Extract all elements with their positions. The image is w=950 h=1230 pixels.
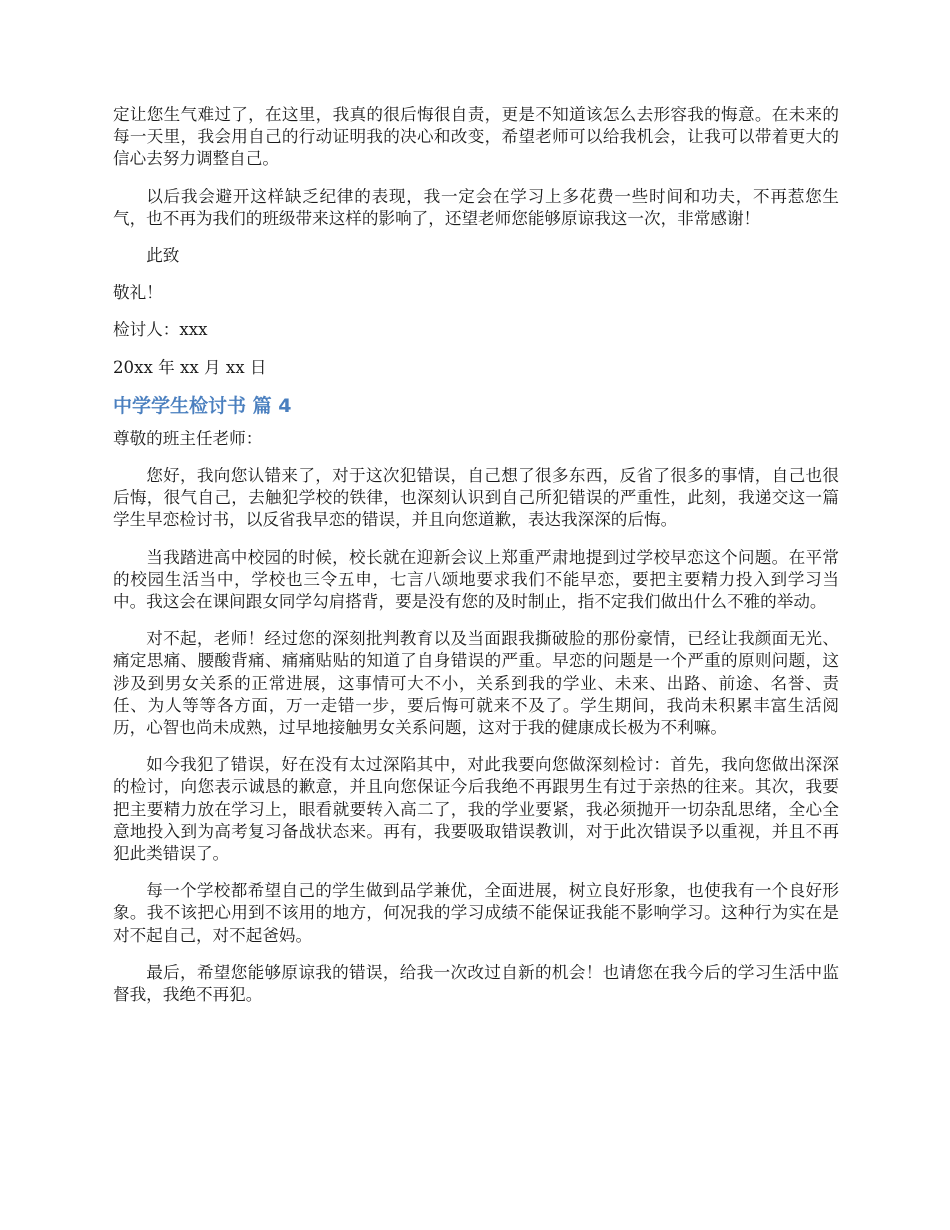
closing-respect: 敬礼！	[113, 283, 163, 303]
body-paragraph: 每一个学校都希望自己的学生做到品学兼优，全面进展，树立良好形象，也使我有一个良好形象。我不该把心用到不该用的地方，何况我的学习成绩不能保证我能不影响学习。这种行为实在是对不起自己，对不起爸妈。	[113, 881, 839, 945]
body-paragraph: 最后，希望您能够原谅我的错误，给我一次改过自新的机会！也请您在我今后的学习生活中监督我，我绝不再犯。	[113, 962, 839, 1005]
body-paragraph: 如今我犯了错误，好在没有太过深陷其中，对此我要向您做深刻检讨：首先，我向您做出深深的检讨，向您表示诚恳的歉意，并且向您保证今后我绝不再跟男生有过于亲热的往来。其次，我要把主要精力放在学习上，眼看就要转入高二了，我的学业要紧，我必须抛开一切杂乱思绪，全心全意地投入到为高考复习备战状态来。再有，我要吸取错误教训，对于此次错误予以重视，并且不再犯此类错误了。	[113, 755, 839, 864]
continued-paragraph: 定让您生气难过了，在这里，我真的很后悔很自责，更是不知道该怎么去形容我的悔意。在未来的每一天里，我会用自己的行动证明我的决心和改变，希望老师可以给我机会，让我可以带着更大的信心去努力调整自己。	[113, 105, 839, 169]
continued-paragraph: 以后我会避开这样缺乏纪律的表现，我一定会在学习上多花费一些时间和功夫，不再惹您生气，也不再为我们的班级带来这样的影响了，还望老师您能够原谅我这一次，非常感谢！	[113, 186, 839, 228]
document-body	[113, 104, 839, 1021]
letter-greeting: 尊敬的班主任老师：	[113, 428, 263, 448]
closing-salutation: 此致	[146, 246, 180, 266]
body-paragraph: 当我踏进高中校园的时候，校长就在迎新会议上郑重严肃地提到过学校早恋这个问题。在平常的校园生活当中，学校也三令五申，七言八颂地要求我们不能早恋，要把主要精力投入到学习当中。我这会在课间跟女同学勾肩搭背，要是没有您的及时制止，指不定我们做出什么不雅的举动。	[113, 547, 839, 612]
body-paragraph: 您好，我向您认错来了，对于这次犯错误，自己想了很多东西，反省了很多的事情，自己也很后悔，很气自己，去触犯学校的铁律，也深刻认识到自己所犯错误的严重性，此刻，我递交这一篇学生早恋检讨书，以反省我早恋的错误，并且向您道歉，表达我深深的后悔。	[113, 466, 839, 530]
signer-line: 检讨人：xxx	[113, 320, 208, 340]
date-line: 20xx 年 xx 月 xx 日	[113, 357, 267, 377]
section-heading: 中学学生检讨书 篇 4	[113, 394, 292, 417]
body-paragraph: 对不起，老师！经过您的深刻批判教育以及当面跟我撕破脸的那份豪情，已经让我颜面无光、痛定思痛、腰酸背痛、痛痛贴贴的知道了自身错误的严重。早恋的问题是一个严重的原则问题，这涉及到男女关系的正常进展，这事情可大不小，关系到我的学业、未来、出路、前途、名誉、责任、为人等等各方面，万一走错一步，要后悔可就来不及了。学生期间，我尚未积累丰富生活阅历，心智也尚未成熟，过早地接触男女关系问题，这对于我的健康成长极为不利嘛。	[113, 629, 839, 738]
